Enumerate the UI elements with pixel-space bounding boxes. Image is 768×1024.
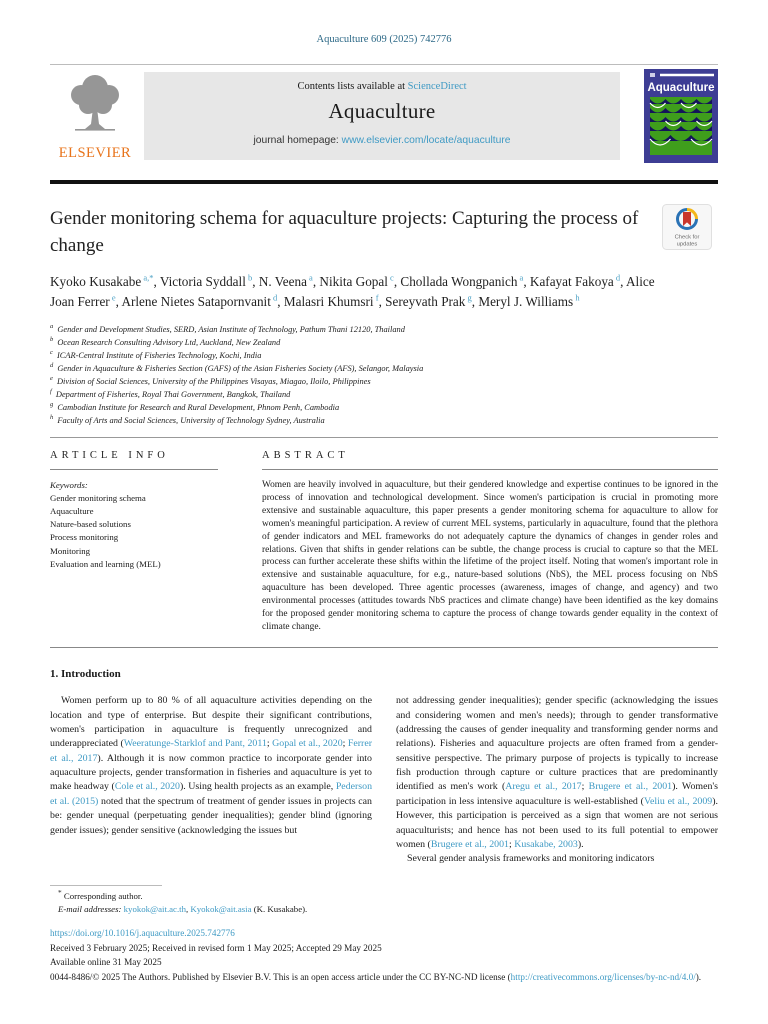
keywords-list [50, 492, 218, 571]
text-run: ). [695, 971, 702, 982]
author-list: Kyoko Kusakabe $^{a,*}$, Victoria Syddall $^b$, N. Veena $^a$, Nikita Gopal $^c$, Chollada Wongpanich $^a$, Kafayat Fakoya $^d$, Alice Joan Ferrer $^e$, Arlene Nietes Satapornvanit $^d$, Malasri Khumsri $^f$, Sereyvath Prak $^g$, Meryl J. Williams $^h$ [50, 272, 655, 309]
affiliation-mark: d [50, 361, 54, 369]
svg-text:Check for: Check for [674, 234, 700, 241]
affiliation-mark: e [50, 374, 53, 382]
license-link[interactable]: http://creativecommons.org/licenses/by-nc-nd/4.0/ [510, 971, 696, 982]
doi-link[interactable]: https://doi.org/10.1016/j.aquaculture.2025.742776 [50, 927, 235, 938]
affiliation-mark: c [50, 348, 53, 356]
affiliation-line: $^h$ Faculty of Arts and Social Sciences, University of Technology Sydney, Australia [50, 413, 325, 425]
text-run: not addressing gender inequalities); gender specific (acknowledging the issues and considering women and men's needs); through to gender transformative (addressing the causes of gender inequality and transforming gender norms and relations). Fisheries and aquaculture projects are often framed from a gender-sensitive perspective. The primary purpose of projects is typically to increase fish production through capture or culture practices that are predominantly identified as men's work ( [396, 695, 718, 793]
author-name: Sereyvath Prak [385, 293, 466, 309]
svg-text:updates: updates [676, 241, 698, 248]
author-name: Kyoko Kusakabe [50, 273, 142, 289]
affiliation-line: $^e$ Division of Social Sciences, University of the Philippines Visayas, Miagao, Iloilo, Philippines [50, 374, 371, 386]
author-affiliation-mark[interactable]: f [373, 292, 379, 303]
paragraph [396, 694, 718, 852]
article-info-heading: ARTICLE INFO [50, 450, 218, 470]
affiliation-line: $^g$ Cambodian Institute for Research and Rural Development, Phnom Penh, Cambodia [50, 400, 340, 412]
keyword-item: Evaluation and learning (MEL) [50, 558, 161, 569]
author-affiliation-mark[interactable]: a,* [141, 272, 154, 283]
body-right-column [396, 694, 718, 866]
email-link[interactable]: kyokok@ait.ac.th [123, 903, 186, 914]
license-line [50, 970, 718, 984]
abstract-column [262, 450, 718, 635]
author-name: Arlene Nietes Satapornvanit [121, 293, 271, 309]
journal-citation-header: Aquaculture 609 (2025) 742776 [316, 34, 452, 45]
elsevier-tree-icon [63, 72, 127, 144]
keyword-item: Gender monitoring schema [50, 492, 146, 503]
text-run: ). Although it is now common practice to incorporate gender into aquaculture projects, gender transformation in fisheries and aquaculture is yet to make headway ( [50, 752, 372, 793]
text-run: Women perform up to 80 % of all aquaculture activities depending on the location and type of enterprise. But despite their significant contributions, women's participation in aquaculture is frequently unrecognized and underappreciated ( [50, 695, 372, 750]
aquaculture-cover-icon [644, 69, 718, 163]
text-run: ; [508, 838, 515, 850]
article-info-column [50, 450, 218, 635]
citation-link[interactable]: Brugere et al., 2001 [588, 781, 673, 793]
homepage-line [144, 135, 620, 146]
paragraph [50, 694, 372, 838]
author-name: Nikita Gopal [319, 273, 388, 289]
text-run: Corresponding author. [61, 890, 143, 901]
elsevier-wordmark: ELSEVIER [58, 145, 132, 161]
author-affiliation-mark[interactable]: a [517, 272, 524, 283]
abstract-text: Women are heavily involved in aquaculture, but their gendered knowledge and expertise continues to be ignored in the process of innovation and technological development. Since women's participation is crucial in promoting more extensive and sustainable aquaculture, this paper presents a gender monitoring schema for aquaculture to allow for women's meaningful participation. A review of current MEL systems, particularly in aquaculture, found that the plethora of gender indicators and MEL frameworks do not adequately capture the dynamics of changes in gender roles and relations. Given that shifts in gender relations can be subtle, the change process is crucial to capture so that the MEL process can further accelerate these shifts within the lifetime of the project itself. Noting that women's important role in extensive and sustainable aquaculture, for e.g., nature-based solutions (NbS), the MEL process focusing on NbS aquaculture has been developed. Three agentic processes (awareness, images of change, and agency) and two environmental processes (attitudes towards NbS practices and climate change) have been identified as the key domains for the proposed gender monitoring schema to capture the process of change towards gender equality in the context of climate change. [262, 479, 718, 633]
journal-homepage-link[interactable]: www.elsevier.com/locate/aquaculture [341, 135, 511, 146]
body-left-column [50, 694, 372, 866]
journal-title: Aquaculture [328, 99, 436, 123]
keywords-block [50, 479, 218, 571]
author-name: Kafayat Fakoya [529, 273, 614, 289]
article-title: Gender monitoring schema for aquaculture projects: Capturing the process of change [50, 208, 639, 256]
article-footer [50, 926, 718, 984]
author-name: Meryl J. Williams [478, 293, 574, 309]
affiliation-line: $^c$ ICAR-Central Institute of Fisheries Technology, Kochi, India [50, 348, 262, 360]
author-affiliation-mark[interactable]: g [465, 292, 472, 303]
text-run: noted that the spectrum of treatment of gender issues in projects can be: gender unequal (perpetuating gender inequalities); gender blind (ignoring gender issues); gender sensitive (acknowledging the issues but [50, 795, 372, 836]
citation-link[interactable]: Veliu et al., 2009 [643, 795, 713, 807]
text-run: ). [577, 838, 584, 850]
author-name: N. Veena [258, 273, 307, 289]
abstract-bottom-divider [50, 647, 718, 648]
affiliation-list [50, 323, 718, 427]
citation-link[interactable]: Aregu et al., 2017 [505, 781, 582, 793]
affiliation-line: $^f$ Department of Fisheries, Royal Thai Government, Bangkok, Thailand [50, 387, 291, 399]
author-affiliation-mark[interactable]: c [387, 272, 394, 283]
author-affiliation-mark[interactable]: b [245, 272, 253, 283]
citation-link[interactable]: Weeratunge-Starklof and Pant, 2011 [123, 738, 267, 750]
keyword-item: Monitoring [50, 545, 91, 556]
journal-cover-thumbnail[interactable] [644, 69, 718, 163]
text-run: ; [266, 738, 273, 750]
author-affiliation-mark[interactable]: h [573, 292, 580, 303]
corresponding-author-note [50, 887, 718, 903]
check-for-updates-badge[interactable] [662, 204, 712, 250]
text-run: Several gender analysis frameworks and monitoring indicators [407, 853, 655, 865]
available-online: Available online 31 May 2025 [50, 957, 162, 968]
keyword-item: Process monitoring [50, 532, 119, 543]
header-divider [50, 64, 718, 65]
paragraph [396, 852, 718, 866]
author-name: Chollada Wongpanich [400, 273, 518, 289]
text-run: E-mail addresses: [58, 903, 124, 914]
contents-line [144, 72, 620, 92]
text-run: ; [342, 738, 348, 750]
author-affiliation-mark[interactable]: e [109, 292, 116, 303]
body-columns [50, 694, 718, 866]
text-run: , [186, 903, 191, 914]
keyword-item: Aquaculture [50, 506, 94, 517]
author-affiliation-mark[interactable]: a [306, 272, 313, 283]
affiliation-mark: h [50, 413, 54, 421]
citation-link[interactable]: Ferrer et al., 2017 [50, 738, 373, 764]
info-abstract-block [50, 438, 718, 635]
text-run: ). Using health projects as an example, [179, 781, 336, 793]
citation-link[interactable]: Cole et al., 2020 [114, 781, 180, 793]
author-name: Malasri Khumsri [283, 293, 374, 309]
masthead-rule [50, 180, 718, 184]
abstract-heading: ABSTRACT [262, 450, 718, 470]
footnote-divider [50, 885, 162, 886]
affiliation-mark: b [50, 335, 54, 343]
text-run: ). However, this participation is perceived as a sign that women are not serious aquaculturists; and hence has not been used to its full potential to empower women ( [396, 795, 718, 850]
footnote-block [50, 885, 718, 916]
affiliation-mark: a [50, 322, 54, 330]
text-run: Contents lists available at [297, 81, 408, 92]
author-affiliation-mark[interactable]: d [613, 272, 621, 283]
author-affiliation-mark[interactable]: d [270, 292, 278, 303]
sciencedirect-link[interactable]: ScienceDirect [407, 81, 467, 92]
text-run: (K. Kusakabe). [251, 903, 308, 914]
affiliation-line: $^a$ Gender and Development Studies, SERD, Asian Institute of Technology, Pathum Thani 12120, Thailand [50, 322, 405, 334]
citation-link[interactable]: Brugere et al., 2001 [430, 838, 509, 850]
email-link[interactable]: Kyokok@ait.asia [190, 903, 252, 914]
affiliation-mark: f [50, 387, 52, 395]
svg-text:Aquaculture: Aquaculture [647, 82, 715, 94]
author-name: Alice Joan Ferrer [50, 273, 655, 309]
citation-link[interactable]: Gopal et al., 2020 [272, 738, 343, 750]
email-addresses-note [50, 903, 718, 916]
text-run: journal homepage: [253, 135, 342, 146]
text-run: * [58, 887, 62, 897]
section-heading-introduction: 1. Introduction [50, 668, 121, 681]
elsevier-logo[interactable] [50, 72, 140, 167]
affiliation-mark: g [50, 400, 54, 408]
masthead-box [144, 72, 620, 160]
received-dates: Received 3 February 2025; Received in revised form 1 May 2025; Accepted 29 May 2025 [50, 943, 382, 954]
text-run: ; [581, 781, 589, 793]
text-run: 0044-8486/© 2025 The Authors. Published by Elsevier B.V. This is an open access article under the CC BY-NC-ND license ( [50, 971, 511, 982]
keyword-item: Nature-based solutions [50, 519, 131, 530]
text-run: ). Women's participation in less intensive aquaculture is well-established ( [396, 781, 719, 807]
citation-link[interactable]: Pederson et al. (2015) [50, 781, 373, 807]
affiliation-line: $^d$ Gender in Aquaculture & Fisheries Section (GAFS) of the Asian Fisheries Society (AFS), Selangor, Malaysia [50, 361, 424, 373]
keywords-label: Keywords: [50, 479, 88, 490]
journal-masthead [50, 72, 718, 172]
citation-link[interactable]: Kusakabe, 2003 [514, 838, 578, 850]
author-name: Victoria Syddall [159, 273, 246, 289]
affiliation-line: $^b$ Ocean Research Consulting Advisory Ltd, Auckland, New Zealand [50, 335, 281, 347]
